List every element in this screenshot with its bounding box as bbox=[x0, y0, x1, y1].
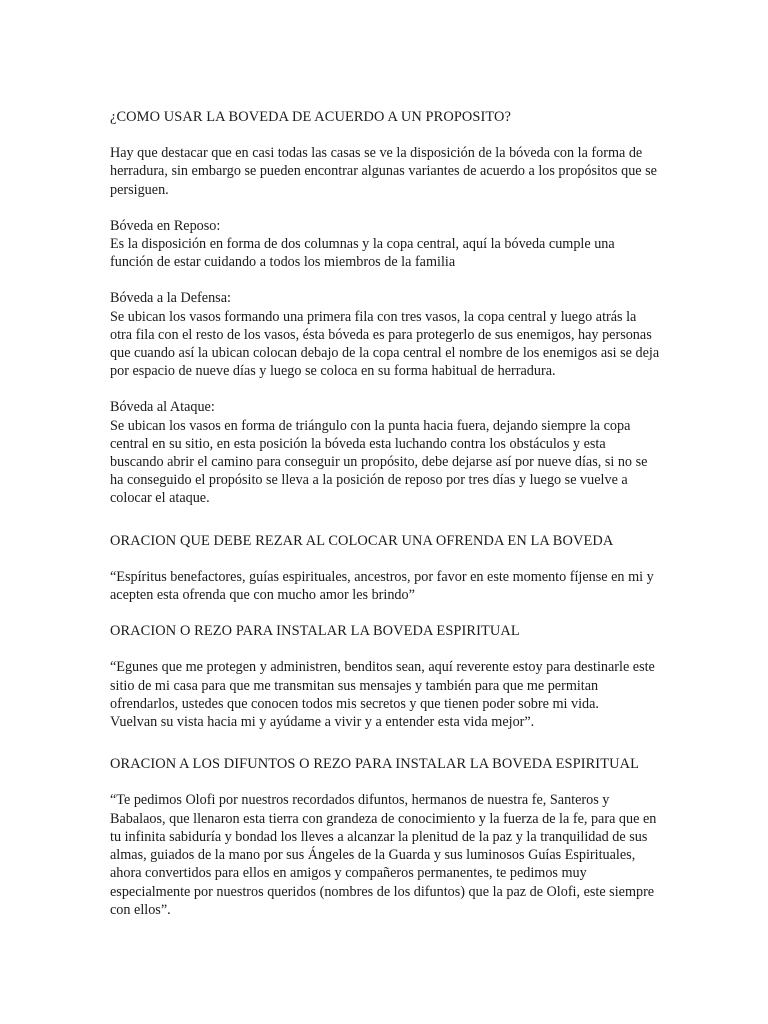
prayer-text-instalar-1: “Egunes que me protegen y administren, benditos sean, aquí reverente estoy para destinarle este sitio de mi casa para que me transmitan sus mensajes y también para que me permitan ofrendarlos, ustedes que conocen todos mis secretos y que tienen poder sobre mi vida. bbox=[110, 659, 655, 712]
prayer-text-instalar-2: Vuelvan su vista hacia mi y ayúdame a vivir y a entender esta vida mejor”. bbox=[110, 714, 535, 731]
section-heading-defensa: Bóveda a la Defensa: bbox=[110, 290, 231, 307]
document-title: ¿COMO USAR LA BOVEDA DE ACUERDO A UN PROPOSITO? bbox=[110, 109, 512, 125]
document-body bbox=[110, 108, 660, 919]
section-body-ataque: Se ubican los vasos en forma de triángulo con la punta hacia fuera, dejando siempre la copa central en su sitio, en esta posición la bóveda esta luchando contra los obstáculos y esta buscando abrir el camino para conseguir un propósito, debe dejarse así por nueve días, si no se ha conseguido el propósito se lleva a la posición de reposo por tres días y luego se vuelve a colocar el ataque. bbox=[110, 417, 648, 507]
prayer-text-difuntos: “Te pedimos Olofi por nuestros recordados difuntos, hermanos de nuestra fe, Santeros y Babalaos, que llenaron esta tierra con grandeza de conocimiento y la fuerza de la fe, para que en tu infinita sabiduría y bondad los lleves a alcanzar la plenitud de la paz y la tranquilidad de sus almas, guiados de la mano por sus Ángeles de la Guarda y sus luminosos Guías Espirituales, ahora convertidos para ellos en amigos y compañeros permanentes, te pedimos muy especialmente por nuestros queridos (nombres de los difuntos) que la paz de Olofi, este siempre con ellos”. bbox=[110, 792, 657, 918]
prayer-title-instalar: ORACION O REZO PARA INSTALAR LA BOVEDA ESPIRITUAL bbox=[110, 623, 520, 640]
prayer-title-difuntos: ORACION A LOS DIFUNTOS O REZO PARA INSTALAR LA BOVEDA ESPIRITUAL bbox=[110, 756, 639, 773]
section-heading-reposo: Bóveda en Reposo: bbox=[110, 217, 221, 234]
section-body-defensa: Se ubican los vasos formando una primera fila con tres vasos, la copa central y luego atrás la otra fila con el resto de los vasos, ésta bóveda es para protegerlo de sus enemigos, hay personas que cuando así la ubican colocan debajo de la copa central el nombre de los enemigos asi se deja por espacio de nueve días y luego se coloca en su forma habitual de herradura. bbox=[110, 308, 660, 380]
prayer-title-ofrenda: ORACION QUE DEBE REZAR AL COLOCAR UNA OFRENDA EN LA BOVEDA bbox=[110, 532, 614, 549]
section-heading-ataque: Bóveda al Ataque: bbox=[110, 399, 215, 416]
section-body-reposo: Es la disposición en forma de dos columnas y la copa central, aquí la bóveda cumple una función de estar cuidando a todos los miembros de la familia bbox=[110, 236, 615, 271]
prayer-text-ofrenda: “Espíritus benefactores, guías espirituales, ancestros, por favor en este momento fíjense en mi y acepten esta ofrenda que con mucho amor les brindo” bbox=[110, 568, 654, 604]
intro-paragraph: Hay que destacar que en casi todas las casas se ve la disposición de la bóveda con la forma de herradura, sin embargo se pueden encontrar algunas variantes de acuerdo a los propósitos que se persiguen. bbox=[110, 145, 657, 198]
